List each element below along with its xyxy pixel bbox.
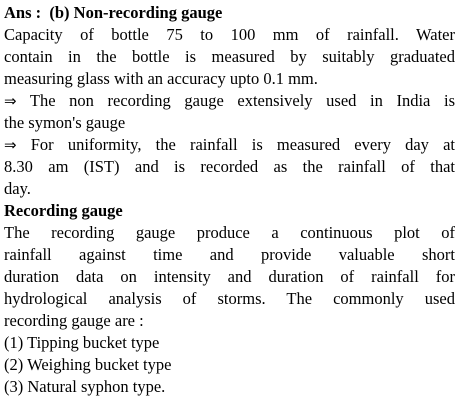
paragraph-recording [4, 222, 455, 332]
document-body [4, 2, 455, 398]
recording-gauge-heading: Recording gauge [4, 201, 123, 220]
paragraph-line: Capacity of bottle 75 to 100 mm of rainfall. Water [4, 25, 455, 44]
point-text: For uniformity, the rainfall is measured every day at [30, 135, 455, 154]
list-item: (2) Weighing bucket type [4, 355, 172, 374]
paragraph-line: measuring glass with an accuracy upto 0.1 mm. [4, 69, 318, 88]
paragraph-line: rainfall against time and provide valuable short [4, 245, 455, 264]
paragraph-line: recording gauge are : [4, 311, 144, 330]
point-line [4, 90, 455, 112]
list-item: (1) Tipping bucket type [4, 333, 160, 352]
right-double-arrow-icon: ⇒ [4, 136, 17, 154]
list-item: (3) Natural syphon type. [4, 377, 166, 396]
point-text: The non recording gauge extensively used in India is [29, 91, 455, 110]
answer-title: (b) Non-recording gauge [49, 3, 223, 22]
right-double-arrow-icon: ⇒ [4, 92, 17, 110]
point-line: day. [4, 179, 31, 198]
point-line: 8.30 am (IST) and is recorded as the rainfall of that [4, 157, 455, 176]
paragraph-line: hydrological analysis of storms. The commonly used [4, 289, 455, 308]
paragraph-line: contain in the bottle is measured by suitably graduated [4, 47, 455, 66]
paragraph-line: duration data on intensity and duration of rainfall for [4, 267, 455, 286]
point-non-recording [4, 90, 455, 134]
paragraph-capacity [4, 24, 455, 90]
point-line [4, 134, 455, 156]
gauge-types-list [4, 332, 455, 398]
paragraph-line: The recording gauge produce a continuous plot of [4, 223, 455, 242]
point-line: the symon's gauge [4, 113, 126, 132]
answer-heading [4, 2, 455, 24]
answer-prefix: Ans : [4, 3, 42, 22]
point-uniformity [4, 134, 455, 200]
